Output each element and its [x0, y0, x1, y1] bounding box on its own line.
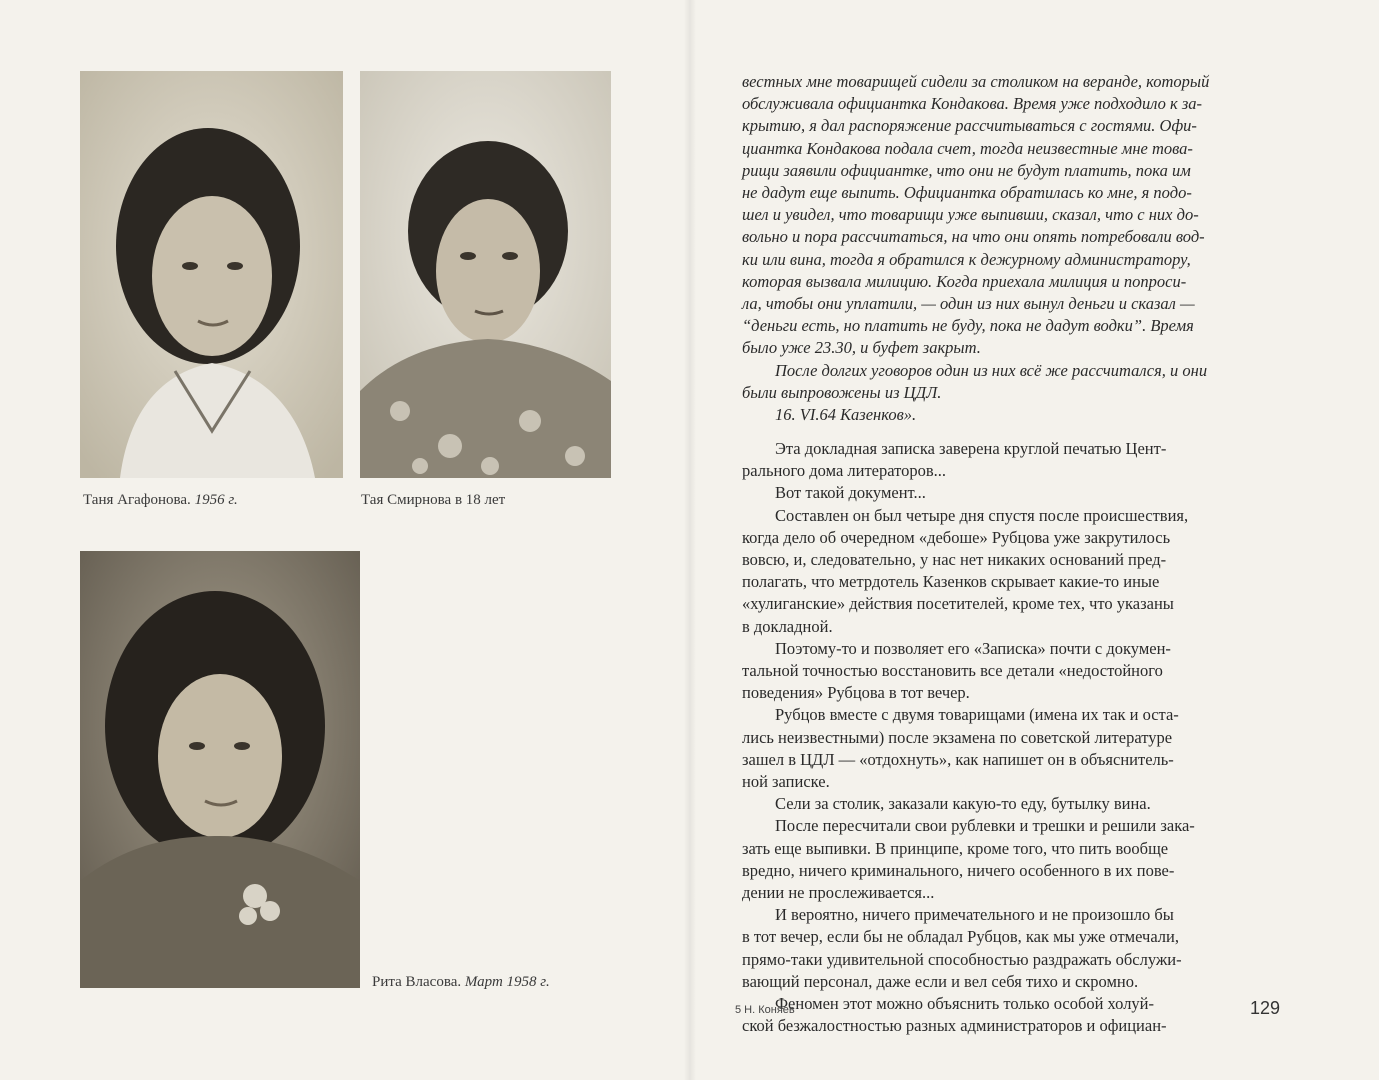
text-line: Вот такой документ... — [775, 483, 926, 503]
photo-tanya-agafonova — [80, 71, 343, 478]
text-line: шел и увидел, что товарищи уже выпивши, сказал, что с них до- — [742, 205, 1199, 225]
caption-rita-vlasova — [372, 974, 550, 991]
right-page — [690, 0, 1379, 1080]
text-line: когда дело об очередном «дебоше» Рубцова уже закрутилось — [742, 527, 1171, 547]
text-line: зать еще выпивки. В принципе, кроме того, что пить вообще — [742, 838, 1169, 858]
text-line: “деньги есть, но платить не буду, пока не дадут водки”. Время — [742, 316, 1194, 336]
text-line: вольно и пора рассчитаться, на что они опять потребовали вод- — [742, 227, 1205, 247]
text-line: дении не прослеживается... — [742, 883, 935, 903]
text-line: были выпровожены из ЦДЛ. — [742, 382, 942, 402]
caption-name: Таня Агафонова. — [83, 492, 191, 508]
body-text — [742, 438, 1288, 1037]
text-line: вредно, ничего криминального, ничего особенного в их пове- — [742, 860, 1175, 880]
caption-name: Тая Смирнова в 18 лет — [361, 492, 506, 508]
text-line: Поэтому-то и позволяет его «Записка» почти с докумен- — [775, 638, 1171, 658]
text-line: рищи заявили официантке, что они не будут платить, пока им — [742, 160, 1191, 180]
text-line: ской безжалостностью разных администраторов и официан- — [742, 1016, 1167, 1036]
photo-taya-smirnova — [360, 71, 611, 478]
text-line: было уже 23.30, и буфет закрыт. — [742, 338, 981, 358]
text-line: зашел в ЦДЛ — «отдохнуть», как напишет он в объяснитель- — [742, 749, 1174, 769]
text-line: Сели за столик, заказали какую-то еду, бутылку вина. — [775, 794, 1151, 814]
text-line: Эта докладная записка заверена круглой печатью Цент- — [775, 439, 1167, 458]
caption-date: 1956 г. — [194, 492, 238, 508]
footer-author: 5 Н. Коняев — [735, 1004, 795, 1016]
quoted-document-text — [742, 71, 1288, 426]
text-line: вовсю, и, следовательно, у нас нет никаких оснований пред- — [742, 550, 1167, 570]
text-line: Составлен он был четыре дня спустя после происшествия, — [775, 505, 1189, 525]
text-line: которая вызвала милицию. Когда приехала милиция и попроси- — [742, 271, 1187, 291]
text-line: рального дома литераторов... — [742, 461, 947, 481]
text-line: крытию, я дал распоряжение рассчитываться с гостями. Офи- — [742, 116, 1197, 136]
caption-taya-smirnova — [361, 492, 505, 509]
caption-tanya-agafonova — [83, 492, 238, 509]
text-line: лись неизвестными) после экзамена по советской литературе — [742, 727, 1173, 747]
text-line: ла, чтобы они уплатили, — один из них вынул деньги и сказал — — [742, 294, 1195, 314]
text-line: полагать, что метрдотель Казенков скрывает какие-то иные — [742, 572, 1160, 592]
photo-rita-vlasova — [80, 551, 360, 988]
left-page — [0, 0, 689, 1080]
page-number: 129 — [1250, 998, 1281, 1018]
caption-date: Март 1958 г. — [464, 974, 550, 990]
text-line: «хулиганские» действия посетителей, кроме тех, что указаны — [742, 594, 1174, 614]
text-line: обслуживала официантка Кондакова. Время уже подходило к за- — [742, 94, 1203, 114]
text-line: не дадут еще выпить. Официантка обратилась ко мне, я подо- — [742, 183, 1192, 203]
text-line: Феномен этот можно объяснить только особой холуй- — [775, 994, 1155, 1014]
text-line: в тот вечер, если бы не обладал Рубцов, как мы уже отмечали, — [742, 927, 1179, 947]
text-line: Рубцов вместе с двумя товарищами (имена их так и оста- — [775, 705, 1179, 725]
text-line: ки или вина, тогда я обратился к дежурному администратору, — [742, 249, 1191, 269]
text-line: циантка Кондакова подала счет, тогда неизвестные мне това- — [742, 138, 1193, 158]
text-line: вающий персонал, даже если и вел себя тихо и скромно. — [742, 971, 1139, 991]
text-line: И вероятно, ничего примечательного и не произошло бы — [775, 905, 1174, 925]
text-line: прямо-таки удивительной способностью раздражать обслужи- — [742, 949, 1182, 969]
text-line: После долгих уговоров один из них всё же рассчитался, и они — [775, 360, 1208, 380]
text-line: После пересчитали свои рублевки и трешки и решили зака- — [775, 816, 1195, 836]
text-line: ной записке. — [742, 772, 830, 792]
text-line: в докладной. — [742, 616, 833, 636]
caption-name: Рита Власова. — [372, 974, 462, 990]
text-line: поведения» Рубцова в тот вечер. — [742, 683, 970, 703]
text-line: вестных мне товарищей сидели за столиком на веранде, который — [742, 72, 1210, 91]
signature-line: 16. VI.64 Казенков». — [775, 405, 917, 425]
text-line: тальной точностью восстановить все детали «недостойного — [742, 661, 1163, 681]
